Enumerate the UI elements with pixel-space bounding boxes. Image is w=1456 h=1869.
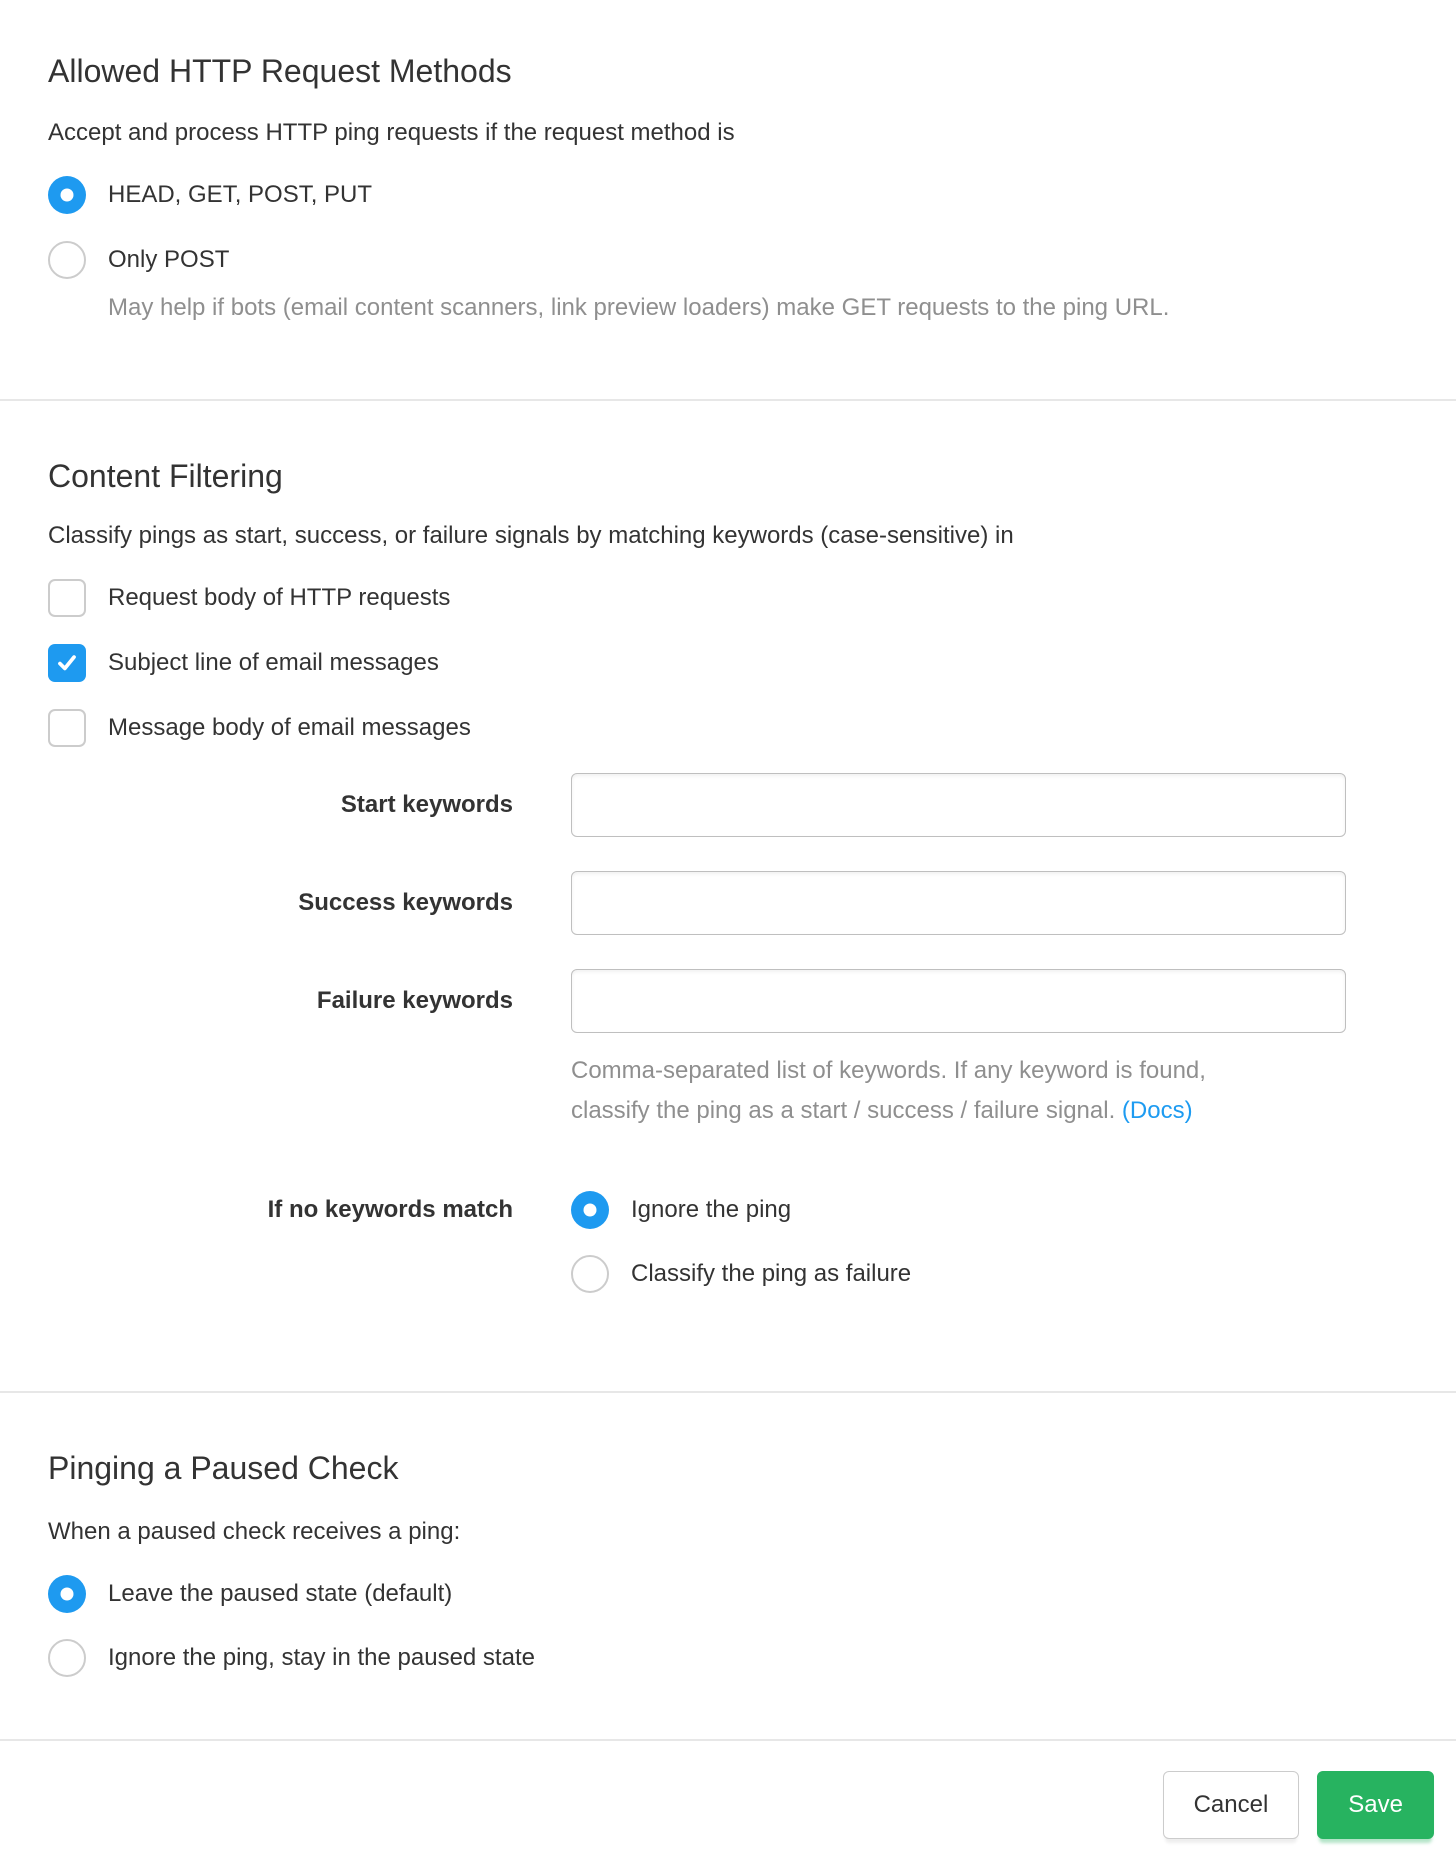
success-keywords-row [48,871,1408,935]
checkmark-icon [54,650,80,676]
content-filtering-title: Content Filtering [48,458,283,494]
no-keywords-match-label: If no keywords match [267,1196,513,1223]
keywords-help-line2 [571,1091,1361,1131]
section-http-methods [0,0,1456,399]
save-button[interactable]: Save [1317,1771,1434,1839]
radio-option-label[interactable]: HEAD, GET, POST, PUT [108,181,373,208]
success-keywords-input[interactable] [571,871,1346,935]
start-keywords-field-col [571,773,1346,837]
radio-unselected-icon[interactable] [48,1639,86,1677]
success-keywords-field-col [571,871,1346,935]
start-keywords-input[interactable] [571,773,1346,837]
only-post-help-text: May help if bots (email content scanners, link preview loaders) make GET requests to the ping URL. [108,294,1170,321]
failure-keywords-input[interactable] [571,969,1346,1033]
failure-keywords-field-col [571,969,1346,1033]
radio-option-all-methods[interactable] [48,176,1408,214]
start-keywords-row [48,773,1408,837]
radio-selected-icon[interactable] [48,176,86,214]
radio-option-label[interactable]: Ignore the ping, stay in the paused state [108,1644,535,1671]
failure-keywords-row [48,969,1408,1033]
checkbox-unchecked-icon[interactable] [48,579,86,617]
form-footer [0,1739,1456,1869]
checkbox-option-label[interactable]: Message body of email messages [108,714,471,741]
checkbox-option-email-subject[interactable] [48,644,1408,682]
paused-check-subtitle: When a paused check receives a ping: [48,1518,461,1545]
no-keywords-match-row [48,1191,1408,1293]
checkbox-unchecked-icon[interactable] [48,709,86,747]
checkbox-option-label[interactable]: Request body of HTTP requests [108,584,451,611]
radio-option-label[interactable]: Ignore the ping [631,1196,792,1223]
no-keywords-match-radio-group [571,1191,911,1293]
section-content-filtering [0,399,1456,1391]
http-methods-subtitle: Accept and process HTTP ping requests if the request method is [48,119,735,146]
radio-selected-icon[interactable] [48,1575,86,1613]
checkbox-option-email-body[interactable] [48,709,1408,747]
radio-option-leave-paused-state[interactable] [48,1575,1408,1613]
checkbox-option-request-body[interactable] [48,579,1408,617]
keywords-help-text [571,1051,1361,1131]
content-filtering-subtitle: Classify pings as start, success, or failure signals by matching keywords (case-sensitive) in [48,522,1014,549]
radio-selected-icon[interactable] [571,1191,609,1229]
radio-option-stay-paused[interactable] [48,1639,1408,1677]
http-methods-title: Allowed HTTP Request Methods [48,53,512,89]
radio-unselected-icon[interactable] [571,1255,609,1293]
paused-check-title: Pinging a Paused Check [48,1450,399,1486]
radio-option-classify-failure[interactable] [571,1255,911,1293]
radio-option-only-post[interactable] [48,241,1408,279]
failure-keywords-label: Failure keywords [316,987,513,1014]
checkbox-checked-icon[interactable] [48,644,86,682]
success-keywords-label: Success keywords [298,889,513,916]
cancel-button[interactable]: Cancel [1163,1771,1300,1839]
start-keywords-label: Start keywords [340,791,513,818]
radio-option-label[interactable]: Only POST [108,246,230,273]
docs-link[interactable]: (Docs) [1121,1097,1193,1124]
keywords-help-line1: Comma-separated list of keywords. If any keyword is found, [571,1057,1206,1084]
checkbox-option-label[interactable]: Subject line of email messages [108,649,439,676]
radio-option-label[interactable]: Leave the paused state (default) [108,1580,453,1607]
keywords-help-line2-text: classify the ping as a start / success / failure signal. [571,1097,1116,1124]
section-paused-check [0,1391,1456,1739]
radio-option-ignore-ping[interactable] [571,1191,911,1229]
radio-option-label[interactable]: Classify the ping as failure [631,1260,912,1287]
radio-unselected-icon[interactable] [48,241,86,279]
